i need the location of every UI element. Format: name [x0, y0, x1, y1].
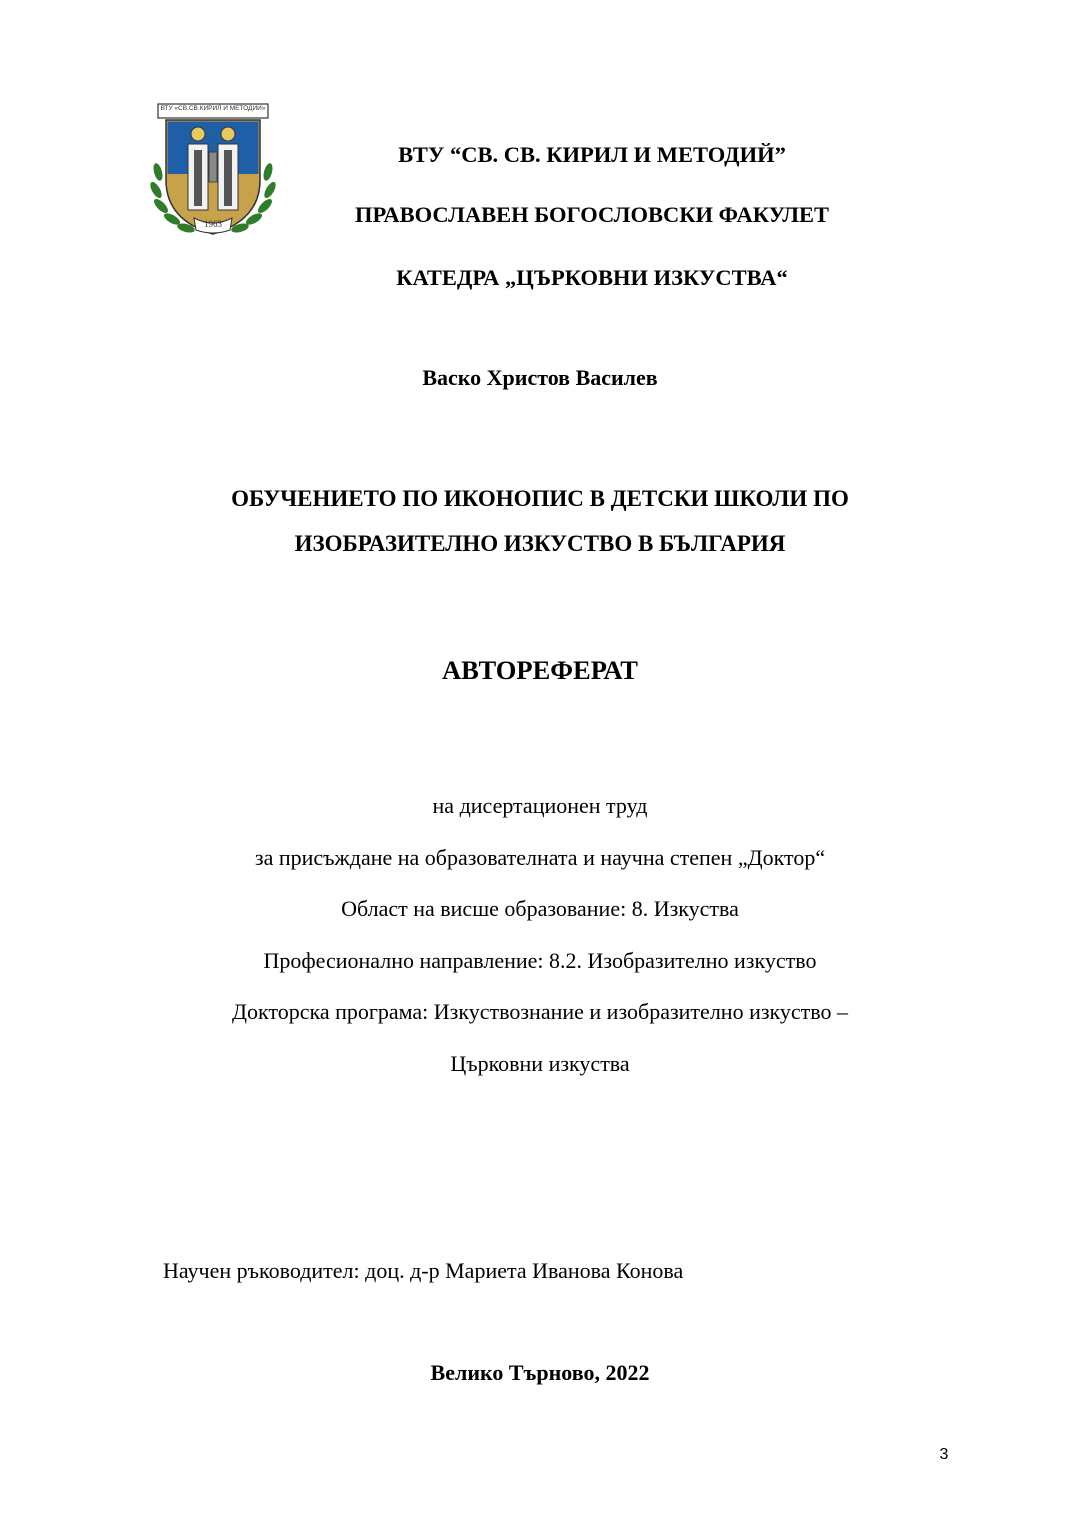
page-number: 3 [939, 1446, 949, 1463]
crest-banner-text: ВТУ «СВ.СВ.КИРИЛ И МЕТОДИЙ» [160, 105, 266, 112]
crest-year-text: 1963 [204, 219, 222, 229]
supervisor: Научен ръководител: доц. д-р Мариета Иванова Конова [163, 1258, 684, 1283]
details-line-2: за присъждане на образователната и научна степен „Доктор“ [254, 845, 826, 870]
details-line-5: Докторска програма: Изкуствознание и изобразително изкуство – [231, 999, 849, 1024]
faculty-name: ПРАВОСЛАВЕН БОГОСЛОВСКИ ФАКУЛЕТ [355, 202, 829, 227]
details-line-4: Професионално направление: 8.2. Изобразително изкуство [263, 948, 817, 973]
thesis-title-line-1: ОБУЧЕНИЕТО ПО ИКОНОПИС В ДЕТСКИ ШКОЛИ ПО [231, 486, 849, 511]
university-name: ВТУ “СВ. СВ. КИРИЛ И МЕТОДИЙ” [398, 142, 786, 167]
details-line-6: Църковни изкуства [450, 1051, 630, 1076]
place-year: Велико Търново, 2022 [430, 1360, 650, 1385]
department-name: КАТЕДРА „ЦЪРКОВНИ ИЗКУСТВА“ [396, 265, 788, 290]
details-line-3: Област на висше образование: 8. Изкуства [341, 896, 739, 921]
author-name: Васко Христов Василев [422, 365, 658, 390]
document-type: АВТОРЕФЕРАТ [442, 655, 638, 685]
thesis-title-line-2: ИЗОБРАЗИТЕЛНО ИЗКУСТВО В БЪЛГАРИЯ [294, 531, 786, 556]
details-line-1: на дисертационен труд [432, 793, 648, 818]
